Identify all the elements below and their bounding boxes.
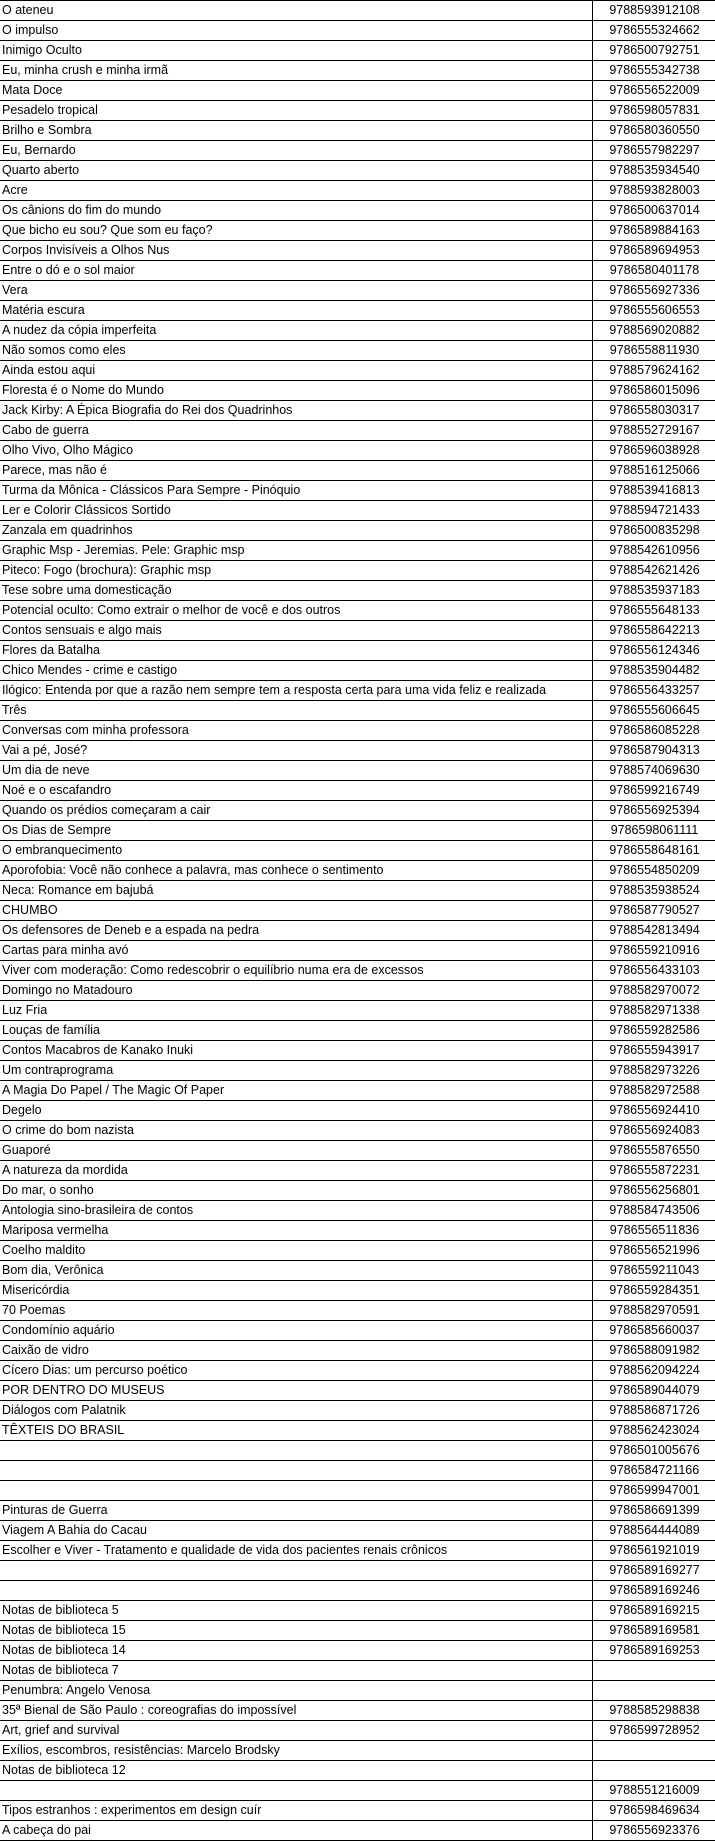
isbn-cell[interactable]: 9786554850209 xyxy=(593,861,715,881)
title-cell[interactable]: A cabeça do pai xyxy=(0,1821,593,1841)
isbn-cell[interactable]: 9788535938524 xyxy=(593,881,715,901)
isbn-cell[interactable]: 9788542813494 xyxy=(593,921,715,941)
title-cell[interactable]: Do mar, o sonho xyxy=(0,1181,593,1201)
table-row xyxy=(0,401,715,421)
table-row xyxy=(0,1561,715,1581)
isbn-cell[interactable]: 9786555943917 xyxy=(593,1041,715,1061)
table-row xyxy=(0,21,715,41)
table-row xyxy=(0,1821,715,1841)
isbn-cell[interactable]: 9786556521996 xyxy=(593,1241,715,1261)
title-cell[interactable]: Notas de biblioteca 14 xyxy=(0,1641,593,1661)
title-cell[interactable]: Mata Doce xyxy=(0,81,593,101)
table-row xyxy=(0,1701,715,1721)
table-row xyxy=(0,1441,715,1461)
isbn-cell[interactable]: 9786556256801 xyxy=(593,1181,715,1201)
title-cell[interactable]: Eu, Bernardo xyxy=(0,141,593,161)
isbn-cell[interactable]: 9788535934540 xyxy=(593,161,715,181)
title-cell[interactable]: Viver com moderação: Como redescobrir o equilíbrio numa era de excessos xyxy=(0,961,593,981)
table-row xyxy=(0,361,715,381)
isbn-cell[interactable]: 9786589884163 xyxy=(593,221,715,241)
title-cell[interactable] xyxy=(0,1461,593,1481)
title-cell[interactable]: POR DENTRO DO MUSEUS xyxy=(0,1381,593,1401)
table-row xyxy=(0,61,715,81)
isbn-cell[interactable]: 9788582970591 xyxy=(593,1301,715,1321)
isbn-cell[interactable]: 9786556522009 xyxy=(593,81,715,101)
title-cell[interactable]: Penumbra: Angelo Venosa xyxy=(0,1681,593,1701)
title-cell[interactable]: Contos Macabros de Kanako Inuki xyxy=(0,1041,593,1061)
table-row xyxy=(0,461,715,481)
isbn-cell[interactable]: 9788562423024 xyxy=(593,1421,715,1441)
isbn-cell[interactable]: 9788535937183 xyxy=(593,581,715,601)
isbn-cell[interactable]: 9786585660037 xyxy=(593,1321,715,1341)
title-cell[interactable] xyxy=(0,1481,593,1501)
isbn-cell[interactable]: 9786556433257 xyxy=(593,681,715,701)
table-row xyxy=(0,1481,715,1501)
isbn-cell[interactable]: 9786500792751 xyxy=(593,41,715,61)
title-cell[interactable]: A nudez da cópia imperfeita xyxy=(0,321,593,341)
title-cell[interactable]: TÊXTEIS DO BRASIL xyxy=(0,1421,593,1441)
isbn-cell[interactable]: 9788542621426 xyxy=(593,561,715,581)
title-cell[interactable]: Antologia sino-brasileira de contos xyxy=(0,1201,593,1221)
title-cell[interactable]: Bom dia, Verônica xyxy=(0,1261,593,1281)
table-row xyxy=(0,681,715,701)
isbn-cell[interactable]: 9786558648161 xyxy=(593,841,715,861)
table-row xyxy=(0,1721,715,1741)
isbn-cell[interactable]: 9788582972588 xyxy=(593,1081,715,1101)
table-row xyxy=(0,581,715,601)
title-cell[interactable]: Ainda estou aqui xyxy=(0,361,593,381)
table-row xyxy=(0,1361,715,1381)
isbn-cell[interactable]: 9786559210916 xyxy=(593,941,715,961)
isbn-cell[interactable]: 9786500637014 xyxy=(593,201,715,221)
table-row xyxy=(0,1261,715,1281)
table-row xyxy=(0,941,715,961)
title-cell[interactable]: Três xyxy=(0,701,593,721)
title-cell[interactable]: Conversas com minha professora xyxy=(0,721,593,741)
table-row xyxy=(0,481,715,501)
title-cell[interactable]: CHUMBO xyxy=(0,901,593,921)
isbn-cell[interactable]: 9786556924083 xyxy=(593,1121,715,1141)
title-cell[interactable]: Eu, minha crush e minha irmã xyxy=(0,61,593,81)
isbn-cell[interactable]: 9786555324662 xyxy=(593,21,715,41)
isbn-cell[interactable]: 9786555606553 xyxy=(593,301,715,321)
isbn-cell[interactable]: 9788564444089 xyxy=(593,1521,715,1541)
isbn-cell[interactable]: 9786598469634 xyxy=(593,1801,715,1821)
table-row xyxy=(0,1601,715,1621)
isbn-cell[interactable]: 9786589694953 xyxy=(593,241,715,261)
isbn-cell[interactable]: 9786556923376 xyxy=(593,1821,715,1841)
isbn-cell[interactable]: 9788582973226 xyxy=(593,1061,715,1081)
table-row xyxy=(0,1621,715,1641)
title-cell[interactable]: Um contraprograma xyxy=(0,1061,593,1081)
isbn-cell[interactable]: 9788594721433 xyxy=(593,501,715,521)
title-cell[interactable]: Matéria escura xyxy=(0,301,593,321)
isbn-cell[interactable]: 9786586085228 xyxy=(593,721,715,741)
table-row xyxy=(0,341,715,361)
isbn-cell[interactable] xyxy=(593,1761,715,1781)
table-row xyxy=(0,781,715,801)
title-cell[interactable]: Acre xyxy=(0,181,593,201)
table-row xyxy=(0,201,715,221)
isbn-cell[interactable]: 9788582970072 xyxy=(593,981,715,1001)
title-cell[interactable]: Caixão de vidro xyxy=(0,1341,593,1361)
isbn-cell[interactable] xyxy=(593,1741,715,1761)
isbn-cell[interactable]: 9786599216749 xyxy=(593,781,715,801)
title-cell[interactable]: Piteco: Fogo (brochura): Graphic msp xyxy=(0,561,593,581)
title-cell[interactable]: Inimigo Oculto xyxy=(0,41,593,61)
table-row xyxy=(0,621,715,641)
isbn-cell[interactable]: 9786596038928 xyxy=(593,441,715,461)
isbn-cell[interactable]: 9788582971338 xyxy=(593,1001,715,1021)
isbn-cell[interactable]: 9786580360550 xyxy=(593,121,715,141)
table-row xyxy=(0,921,715,941)
table-row xyxy=(0,101,715,121)
title-cell[interactable]: Guaporé xyxy=(0,1141,593,1161)
table-row xyxy=(0,861,715,881)
title-cell[interactable] xyxy=(0,1581,593,1601)
title-cell[interactable]: Notas de biblioteca 12 xyxy=(0,1761,593,1781)
isbn-cell[interactable] xyxy=(593,1681,715,1701)
isbn-cell[interactable] xyxy=(593,1661,715,1681)
table-row xyxy=(0,1681,715,1701)
isbn-cell[interactable]: 9786599728952 xyxy=(593,1721,715,1741)
isbn-cell[interactable]: 9786501005676 xyxy=(593,1441,715,1461)
isbn-cell[interactable]: 9788542610956 xyxy=(593,541,715,561)
table-row xyxy=(0,981,715,1001)
title-cell[interactable] xyxy=(0,1781,593,1801)
title-cell[interactable]: O crime do bom nazista xyxy=(0,1121,593,1141)
table-row xyxy=(0,641,715,661)
table-row xyxy=(0,1761,715,1781)
isbn-cell[interactable]: 9786587904313 xyxy=(593,741,715,761)
table-row xyxy=(0,121,715,141)
title-cell[interactable]: Domingo no Matadouro xyxy=(0,981,593,1001)
table-row xyxy=(0,741,715,761)
isbn-cell[interactable]: 9786559284351 xyxy=(593,1281,715,1301)
table-row xyxy=(0,1181,715,1201)
table-row xyxy=(0,1221,715,1241)
isbn-cell[interactable]: 9788586871726 xyxy=(593,1401,715,1421)
title-cell[interactable]: Degelo xyxy=(0,1101,593,1121)
isbn-cell[interactable]: 9786559282586 xyxy=(593,1021,715,1041)
title-cell[interactable]: Pinturas de Guerra xyxy=(0,1501,593,1521)
title-cell[interactable]: Potencial oculto: Como extrair o melhor de você e dos outros xyxy=(0,601,593,621)
table-row xyxy=(0,901,715,921)
isbn-cell[interactable]: 9786589169246 xyxy=(593,1581,715,1601)
title-cell[interactable]: Entre o dó e o sol maior xyxy=(0,261,593,281)
table-row xyxy=(0,881,715,901)
isbn-cell[interactable]: 9786556924410 xyxy=(593,1101,715,1121)
isbn-cell[interactable]: 9788584743506 xyxy=(593,1201,715,1221)
table-row xyxy=(0,181,715,201)
title-cell[interactable]: Cícero Dias: um percurso poético xyxy=(0,1361,593,1381)
table-row xyxy=(0,421,715,441)
table-row xyxy=(0,1281,715,1301)
isbn-cell[interactable]: 9786589169253 xyxy=(593,1641,715,1661)
table-row xyxy=(0,1161,715,1181)
title-cell[interactable]: A natureza da mordida xyxy=(0,1161,593,1181)
isbn-cell[interactable]: 9788574069630 xyxy=(593,761,715,781)
title-cell[interactable]: Corpos Invisíveis a Olhos Nus xyxy=(0,241,593,261)
isbn-cell[interactable]: 9786555342738 xyxy=(593,61,715,81)
title-cell[interactable]: 70 Poemas xyxy=(0,1301,593,1321)
title-cell[interactable]: Que bicho eu sou? Que som eu faço? xyxy=(0,221,593,241)
title-cell[interactable]: 35ª Bienal de São Paulo : coreografias do impossível xyxy=(0,1701,593,1721)
isbn-cell[interactable]: 9786557982297 xyxy=(593,141,715,161)
table-row xyxy=(0,81,715,101)
title-cell[interactable]: Exílios, escombros, resistências: Marcelo Brodsky xyxy=(0,1741,593,1761)
isbn-cell[interactable]: 9786586015096 xyxy=(593,381,715,401)
table-row xyxy=(0,1341,715,1361)
table-row xyxy=(0,381,715,401)
isbn-cell[interactable]: 9788593912108 xyxy=(593,1,715,21)
isbn-cell[interactable]: 9788585298838 xyxy=(593,1701,715,1721)
table-row xyxy=(0,1101,715,1121)
title-cell[interactable]: Contos sensuais e algo mais xyxy=(0,621,593,641)
table-row xyxy=(0,1381,715,1401)
title-cell[interactable]: Tese sobre uma domesticação xyxy=(0,581,593,601)
isbn-cell[interactable]: 9788535904482 xyxy=(593,661,715,681)
isbn-cell[interactable]: 9788552729167 xyxy=(593,421,715,441)
isbn-cell[interactable]: 9786555648133 xyxy=(593,601,715,621)
title-cell[interactable]: O embranquecimento xyxy=(0,841,593,861)
isbn-cell[interactable]: 9786589044079 xyxy=(593,1381,715,1401)
title-cell[interactable]: Tipos estranhos : experimentos em design cuír xyxy=(0,1801,593,1821)
isbn-cell[interactable]: 9788562094224 xyxy=(593,1361,715,1381)
isbn-cell[interactable]: 9786599947001 xyxy=(593,1481,715,1501)
title-cell[interactable]: Flores da Batalha xyxy=(0,641,593,661)
table-row xyxy=(0,761,715,781)
table-row xyxy=(0,1781,715,1801)
table-row xyxy=(0,281,715,301)
isbn-cell[interactable]: 9786587790527 xyxy=(593,901,715,921)
title-cell[interactable]: Pesadelo tropical xyxy=(0,101,593,121)
title-cell[interactable]: Mariposa vermelha xyxy=(0,1221,593,1241)
table-row xyxy=(0,1201,715,1221)
isbn-cell[interactable]: 9786556927336 xyxy=(593,281,715,301)
isbn-cell[interactable]: 9788539416813 xyxy=(593,481,715,501)
title-cell[interactable]: Neca: Romance em bajubá xyxy=(0,881,593,901)
title-cell[interactable]: Cabo de guerra xyxy=(0,421,593,441)
title-cell[interactable] xyxy=(0,1441,593,1461)
table-row xyxy=(0,841,715,861)
title-cell[interactable]: Louças de família xyxy=(0,1021,593,1041)
isbn-cell[interactable]: 9786589169215 xyxy=(593,1601,715,1621)
table-row xyxy=(0,1401,715,1421)
isbn-cell[interactable]: 9786586691399 xyxy=(593,1501,715,1521)
isbn-cell[interactable]: 9788579624162 xyxy=(593,361,715,381)
table-row xyxy=(0,721,715,741)
title-cell[interactable]: Quarto aberto xyxy=(0,161,593,181)
title-cell[interactable]: Os defensores de Deneb e a espada na pedra xyxy=(0,921,593,941)
table-row xyxy=(0,701,715,721)
title-cell[interactable]: Vai a pé, José? xyxy=(0,741,593,761)
title-cell[interactable]: Notas de biblioteca 5 xyxy=(0,1601,593,1621)
title-cell[interactable]: Cartas para minha avó xyxy=(0,941,593,961)
isbn-cell[interactable]: 9786561921019 xyxy=(593,1541,715,1561)
title-cell[interactable]: O ateneu xyxy=(0,1,593,21)
table-row xyxy=(0,1321,715,1341)
table-row xyxy=(0,301,715,321)
table-row xyxy=(0,261,715,281)
table-row xyxy=(0,541,715,561)
isbn-cell[interactable]: 9786598061111 xyxy=(593,821,715,841)
title-cell[interactable]: Parece, mas não é xyxy=(0,461,593,481)
isbn-cell[interactable]: 9788569020882 xyxy=(593,321,715,341)
title-cell[interactable]: Aporofobia: Você não conhece a palavra, mas conhece o sentimento xyxy=(0,861,593,881)
title-cell[interactable]: Zanzala em quadrinhos xyxy=(0,521,593,541)
table-row xyxy=(0,1661,715,1681)
table-row xyxy=(0,321,715,341)
title-cell[interactable]: Noé e o escafandro xyxy=(0,781,593,801)
isbn-cell[interactable]: 9786598057831 xyxy=(593,101,715,121)
title-cell[interactable]: Jack Kirby: A Épica Biografia do Rei dos Quadrinhos xyxy=(0,401,593,421)
table-row xyxy=(0,1241,715,1261)
isbn-cell[interactable]: 9786558811930 xyxy=(593,341,715,361)
isbn-cell[interactable]: 9786556925394 xyxy=(593,801,715,821)
table-row xyxy=(0,1081,715,1101)
title-cell[interactable]: Viagem A Bahia do Cacau xyxy=(0,1521,593,1541)
table-row xyxy=(0,1121,715,1141)
table-row xyxy=(0,1641,715,1661)
table-row xyxy=(0,1461,715,1481)
table-body xyxy=(0,1,715,1841)
table-row xyxy=(0,601,715,621)
isbn-cell[interactable]: 9786584721166 xyxy=(593,1461,715,1481)
table-row xyxy=(0,501,715,521)
table-row xyxy=(0,161,715,181)
isbn-cell[interactable]: 9786589169277 xyxy=(593,1561,715,1581)
title-cell[interactable]: Turma da Mônica - Clássicos Para Sempre - Pinóquio xyxy=(0,481,593,501)
title-cell[interactable]: Notas de biblioteca 7 xyxy=(0,1661,593,1681)
title-cell[interactable]: Art, grief and survival xyxy=(0,1721,593,1741)
title-cell[interactable]: Não somos como eles xyxy=(0,341,593,361)
title-cell[interactable]: Brilho e Sombra xyxy=(0,121,593,141)
isbn-cell[interactable]: 9788551216009 xyxy=(593,1781,715,1801)
isbn-cell[interactable]: 9786556124346 xyxy=(593,641,715,661)
table-row xyxy=(0,1,715,21)
title-cell[interactable]: Coelho maldito xyxy=(0,1241,593,1261)
table-row xyxy=(0,961,715,981)
title-cell[interactable]: Escolher e Viver - Tratamento e qualidade de vida dos pacientes renais crônicos xyxy=(0,1541,593,1561)
table-row xyxy=(0,561,715,581)
title-cell[interactable]: Ler e Colorir Clássicos Sortido xyxy=(0,501,593,521)
table-row xyxy=(0,441,715,461)
table-row xyxy=(0,1541,715,1561)
table-row xyxy=(0,1801,715,1821)
title-cell[interactable]: Um dia de neve xyxy=(0,761,593,781)
table-row xyxy=(0,661,715,681)
title-cell[interactable]: Graphic Msp - Jeremias. Pele: Graphic msp xyxy=(0,541,593,561)
title-cell[interactable]: Misericórdia xyxy=(0,1281,593,1301)
table-row xyxy=(0,1741,715,1761)
table-row xyxy=(0,1061,715,1081)
title-cell[interactable]: Ilógico: Entenda por que a razão nem sempre tem a resposta certa para uma vida feliz e realizada xyxy=(0,681,593,701)
isbn-cell[interactable]: 9786588091982 xyxy=(593,1341,715,1361)
table-row xyxy=(0,1581,715,1601)
title-cell[interactable]: Diálogos com Palatnik xyxy=(0,1401,593,1421)
title-cell[interactable]: Notas de biblioteca 15 xyxy=(0,1621,593,1641)
table-row xyxy=(0,1501,715,1521)
title-cell[interactable]: Chico Mendes - crime e castigo xyxy=(0,661,593,681)
isbn-cell[interactable]: 9786558642213 xyxy=(593,621,715,641)
isbn-cell[interactable]: 9786556511836 xyxy=(593,1221,715,1241)
table-row xyxy=(0,221,715,241)
isbn-cell[interactable]: 9786555872231 xyxy=(593,1161,715,1181)
table-row xyxy=(0,41,715,61)
isbn-cell[interactable]: 9786500835298 xyxy=(593,521,715,541)
isbn-cell[interactable]: 9788593828003 xyxy=(593,181,715,201)
table-row xyxy=(0,1521,715,1541)
title-cell[interactable]: Os cânions do fim do mundo xyxy=(0,201,593,221)
isbn-cell[interactable]: 9786555606645 xyxy=(593,701,715,721)
isbn-cell[interactable]: 9786589169581 xyxy=(593,1621,715,1641)
isbn-cell[interactable]: 9786558030317 xyxy=(593,401,715,421)
table-row xyxy=(0,821,715,841)
isbn-cell[interactable]: 9786580401178 xyxy=(593,261,715,281)
title-cell[interactable]: Vera xyxy=(0,281,593,301)
isbn-cell[interactable]: 9786559211043 xyxy=(593,1261,715,1281)
isbn-cell[interactable]: 9786555876550 xyxy=(593,1141,715,1161)
table-row xyxy=(0,1421,715,1441)
table-row xyxy=(0,241,715,261)
title-cell[interactable] xyxy=(0,1561,593,1581)
isbn-cell[interactable]: 9788516125066 xyxy=(593,461,715,481)
table-row xyxy=(0,141,715,161)
title-cell[interactable]: Olho Vivo, Olho Mágico xyxy=(0,441,593,461)
table-row xyxy=(0,1021,715,1041)
title-cell[interactable]: Condomínio aquário xyxy=(0,1321,593,1341)
table-row xyxy=(0,1301,715,1321)
table-row xyxy=(0,1041,715,1061)
title-cell[interactable]: Quando os prédios começaram a cair xyxy=(0,801,593,821)
table-row xyxy=(0,1001,715,1021)
isbn-cell[interactable]: 9786556433103 xyxy=(593,961,715,981)
table-row xyxy=(0,1141,715,1161)
title-cell[interactable]: Os Dias de Sempre xyxy=(0,821,593,841)
table-row xyxy=(0,521,715,541)
title-cell[interactable]: O impulso xyxy=(0,21,593,41)
title-cell[interactable]: Luz Fria xyxy=(0,1001,593,1021)
title-cell[interactable]: Floresta é o Nome do Mundo xyxy=(0,381,593,401)
title-cell[interactable]: A Magia Do Papel / The Magic Of Paper xyxy=(0,1081,593,1101)
table-row xyxy=(0,801,715,821)
